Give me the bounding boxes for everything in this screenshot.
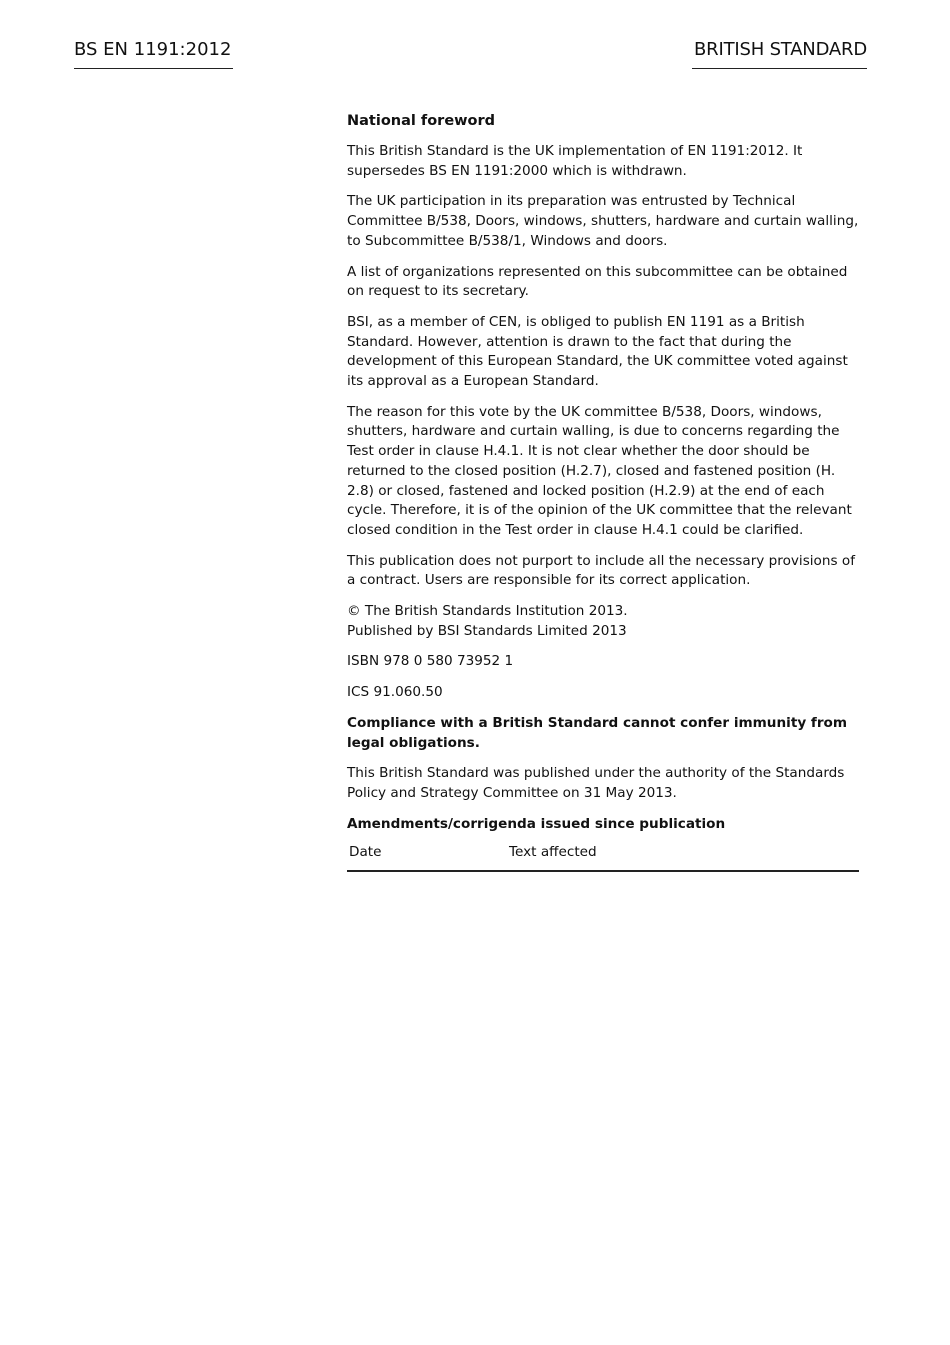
amendments-heading: Amendments/corrigenda issued since publication [347, 815, 726, 832]
amendments-header-row [347, 843, 859, 871]
foreword-paragraph: BSI, as a member of CEN, is obliged to publish EN 1191 as a British Standard. However, attention is drawn to the fact that during the development of this European Standard, the UK committee voted against its approval as a European Standard. [347, 313, 848, 390]
foreword-paragraph: This British Standard is the UK implementation of EN 1191:2012. It supersedes BS EN 1191:2000 which is withdrawn. [347, 143, 803, 179]
foreword-paragraph: The reason for this vote by the UK committee B/538, Doors, windows, shutters, hardware and curtain walling, is due to concerns regarding the Test order in clause H.4.1. It is not clear whether the door should be returned to the closed position (H.2.7), closed and fastened position (H. 2.8) or closed, fastened and locked position (H.2.9) at the end of each cycle. Therefore, it is of the opinion of the UK committee that the relevant closed condition in the Test order in clause H.4.1 could be clarified. [347, 403, 852, 538]
compliance-notice: Compliance with a British Standard cannot confer immunity from legal obligations. [347, 714, 848, 751]
column-header-date: Date [347, 843, 507, 871]
foreword-column [347, 111, 859, 872]
column-header-text-affected: Text affected [507, 843, 859, 871]
foreword-paragraph: This publication does not purport to include all the necessary provisions of a contract. Users are responsible for its correct application. [347, 552, 855, 589]
copyright-line: © The British Standards Institution 2013. [347, 603, 628, 620]
isbn: ISBN 978 0 580 73952 1 [347, 653, 514, 670]
authority-statement: This British Standard was published under the authority of the Standards Policy and Strategy Committee on 31 May 2013. [347, 765, 845, 801]
foreword-title: National foreword [347, 113, 496, 129]
ics-code: ICS 91.060.50 [347, 684, 443, 701]
copyright-block [347, 602, 859, 641]
header-series: BRITISH STANDARD [692, 38, 867, 69]
foreword-paragraph: A list of organizations represented on this subcommittee can be obtained on request to its secretary. [347, 263, 848, 300]
foreword-paragraph: The UK participation in its preparation was entrusted by Technical Committee B/538, Doors, windows, shutters, hardware and curtain walling, to Subcommittee B/538/1, Windows and doors. [347, 193, 859, 249]
amendments-table [347, 843, 859, 872]
header-doc-number: BS EN 1191:2012 [74, 38, 233, 69]
publisher-line: Published by BSI Standards Limited 2013 [347, 622, 627, 639]
